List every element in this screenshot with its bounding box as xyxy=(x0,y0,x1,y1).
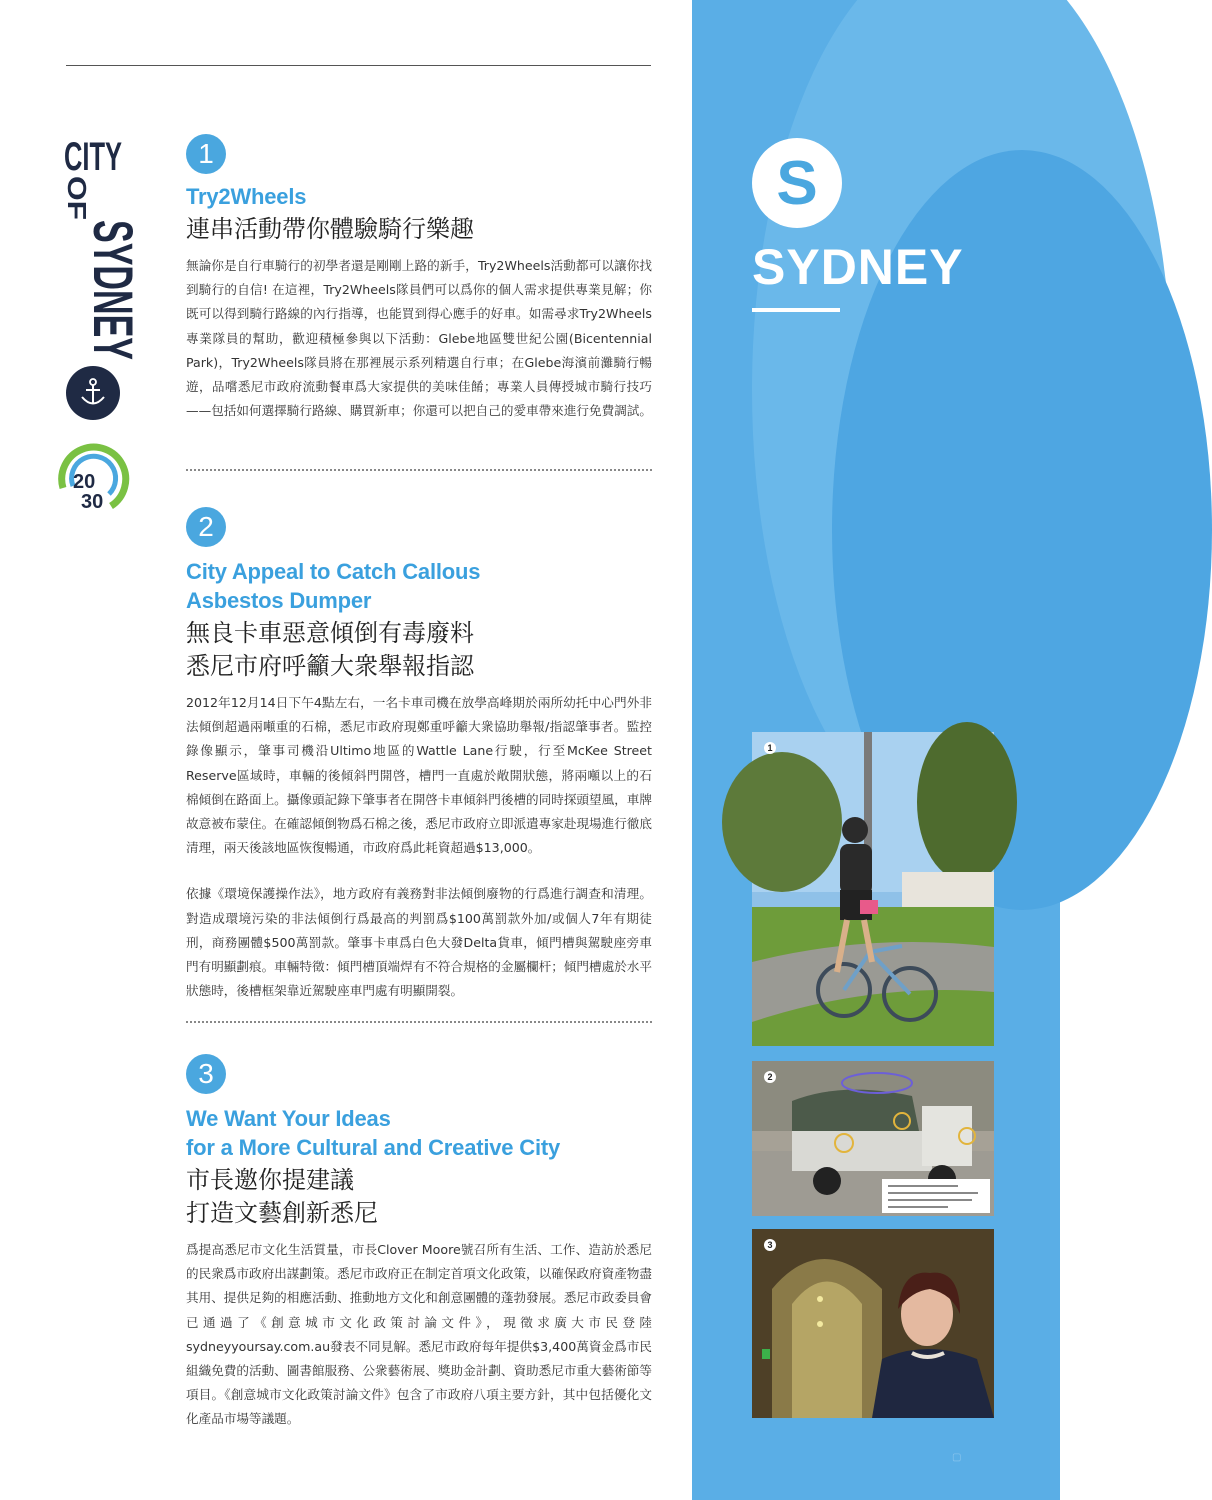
article-asbestos-dumper xyxy=(186,507,652,1003)
article-title-zh-line-2: 打造文藝創新悉尼 xyxy=(186,1199,378,1227)
cyclist-photo xyxy=(752,732,994,1046)
anchor-icon xyxy=(76,376,110,410)
article-number-badge: 1 xyxy=(186,134,226,174)
article-title-en-line-1: We Want Your Ideas xyxy=(186,1106,391,1131)
article-try2wheels xyxy=(186,134,652,423)
truck-photo xyxy=(752,1061,994,1216)
article-title-en-line-2: for a More Cultural and Creative City xyxy=(186,1135,561,1160)
sydney-underline xyxy=(752,308,840,312)
top-rule xyxy=(66,65,651,66)
svg-text:CITY: CITY xyxy=(64,135,123,179)
page-corner-mark: ▢ xyxy=(952,1452,962,1463)
article-title-zh-line-2: 悉尼市府呼籲大衆舉報指認 xyxy=(186,652,474,680)
dotted-divider xyxy=(186,469,652,471)
article-number-badge: 2 xyxy=(186,507,226,547)
article-title-zh-line-1: 市長邀你提建議 xyxy=(186,1166,354,1194)
article-title-zh: 連串活動帶你體驗騎行樂趣 xyxy=(186,215,474,243)
sustainable-sydney-2030-logo xyxy=(55,436,133,516)
article-body-paragraph: 依據《環境保護操作法》，地方政府有義務對非法傾倒廢物的行爲進行調查和清理。對造成環境污染的非法傾倒行爲最高的判罰爲$100萬罰款外加/或個人7年有期徒刑，商務團體$500萬罰款。肇事卡車爲白色大發Delta貨車，傾門槽與駕駛座旁車門有明顯劃痕。車輛特徵：傾門槽頂端焊有不符合規格的金屬欄杆；傾門槽處於水平狀態時，後槽框架靠近駕駛座車門處有明顯開裂。 xyxy=(186,886,652,999)
photo-number-badge: 2 xyxy=(764,1071,776,1083)
svg-text:30: 30 xyxy=(81,491,104,513)
svg-text:OF: OF xyxy=(62,176,92,213)
city-of-sydney-wordmark xyxy=(62,128,145,451)
svg-text:SYDNEY: SYDNEY xyxy=(82,220,145,451)
city-crest-badge xyxy=(66,366,120,420)
article-title-en-line-1: City Appeal to Catch Callous xyxy=(186,559,481,584)
svg-text:20: 20 xyxy=(73,471,96,493)
sydney-wordmark: SYDNEY xyxy=(752,239,964,295)
lord-mayor-photo xyxy=(752,1229,994,1418)
photo-number-badge: 3 xyxy=(764,1239,776,1251)
photo-number-badge: 1 xyxy=(764,742,776,754)
article-title-en: Try2Wheels xyxy=(186,184,307,209)
article-body: 無論你是自行車騎行的初學者還是剛剛上路的新手，Try2Wheels活動都可以讓你找到騎行的自信! 在這裡，Try2Wheels隊員們可以爲你的個人需求提供專業見解；你既可以得到騎行路線的內行指導，也能買到得心應手的好車。如需尋求Try2Wheels專業隊員的幫助，歡迎積極參與以下活動：Glebe地區雙世紀公園(Bicentennial Park)，Try2Wheels隊員將在那裡展示系列精選自行車；在Glebe海濱前灘騎行暢遊，品嚐悉尼市政府流動餐車爲大家提供的美味佳餚；專業人員傳授城市騎行技巧——包括如何選擇騎行路線、購買新車；你還可以把自己的愛車帶來進行免費調試。 xyxy=(186,258,652,419)
article-body-paragraph: 2012年12月14日下午4點左右，一名卡車司機在放學高峰期於兩所幼托中心門外非法傾倒超過兩噸重的石棉，悉尼市政府現鄭重呼籲大衆協助舉報/指認肇事者。監控錄像顯示，肇事司機沿Ultimo地區的Wattle Lane行駛，行至McKee Street Reserve區域時，車輛的後傾斜門開啓，槽門一直處於敞開狀態，將兩噸以上的石棉傾倒在路面上。攝像頭記錄下肇事者在開啓卡車傾斜門後槽的同時探頭望風，車牌故意被布蒙住。在確認傾倒物爲石棉之後，悉尼市政府立即派遣專家赴現場進行徹底清理，兩天後該地區恢復暢通，市政府爲此耗資超過$13,000。 xyxy=(186,695,652,856)
article-number-badge: 3 xyxy=(186,1054,226,1094)
sydney-s-logo-icon: S xyxy=(752,138,842,228)
article-title-zh-line-1: 無良卡車惡意傾倒有毒廢料 xyxy=(186,619,474,647)
city-of-sydney-logo xyxy=(62,128,145,451)
article-body: 爲提高悉尼市文化生活質量，市長Clover Moore號召所有生活、工作、造訪於悉尼的民衆爲市政府出謀劃策。悉尼市政府正在制定首項文化政策，以確保政府資產物盡其用、提供足夠的相應活動、推動地方文化和創意團體的蓬勃發展。悉尼市政委員會已通過了《創意城市文化政策討論文件》，現徵求廣大市民登陸sydneyyoursay.com.au發表不同見解。悉尼市政府每年提供$3,400萬資金爲市民組織免費的活動、圖書館服務、公衆藝術展、獎助金計劃、資助悉尼市重大藝術節等項目。《創意城市文化政策討論文件》包含了市政府八項主要方針，其中包括優化文化產品市場等議題。 xyxy=(186,1242,652,1427)
article-title-en-line-2: Asbestos Dumper xyxy=(186,588,372,613)
dotted-divider xyxy=(186,1021,652,1023)
article-cultural-city xyxy=(186,1054,652,1432)
